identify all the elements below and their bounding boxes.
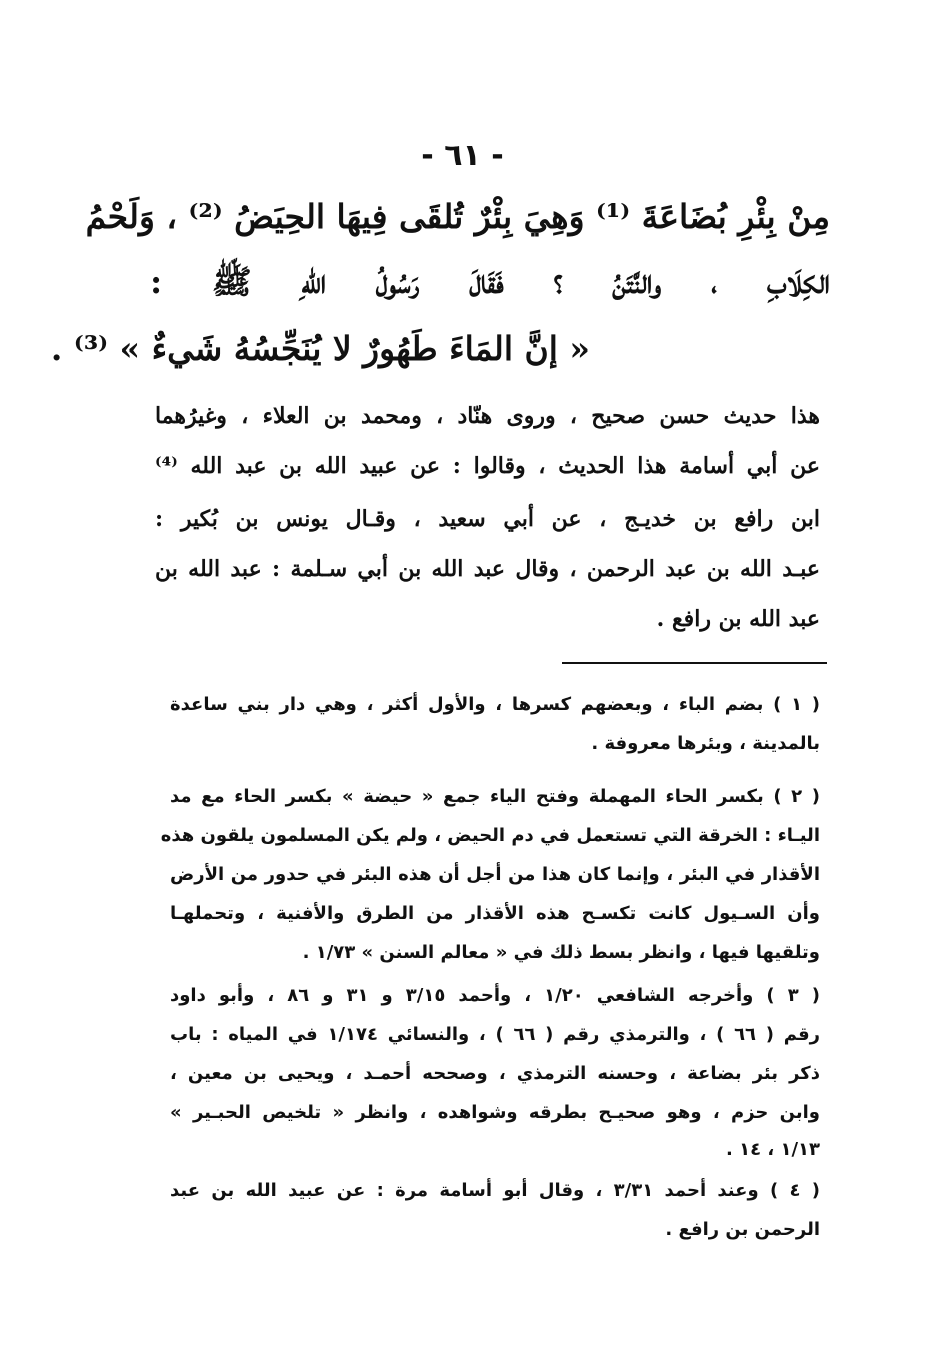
commentary-line-5: عبد الله بن رافع .	[656, 606, 820, 632]
footnote-2-line-4: وأن السـيول كانت تكسـح هذه الأقذار من الطرق والأفنية ، وتحملهـا	[170, 903, 820, 924]
commentary-line-1: هذا حديث حسن صحيح ، وروى هنّاد ، ومحمد بن العلاء ، وغيرُهما	[155, 403, 820, 429]
footnote-3-line-2: رقم ( ٦٦ ) ، والترمذي رقم ( ٦٦ ) ، والنسائي ١/١٧٤ في المياه : باب	[170, 1024, 820, 1045]
footnote-2-line-2: اليـاء : الخرقة التي تستعمل في دم الحيض ، ولم يكن المسلمون يلقون هذه	[160, 825, 820, 846]
footnote-3-line-1: ( ٣ ) وأخرجه الشافعي ١/٢٠ ، وأحمد ٣/١٥ و ٣١ و ٨٦ ، وأبو داود	[170, 985, 820, 1006]
footnote-separator	[562, 662, 827, 664]
footnote-1-line-1: ( ١ ) بضم الباء ، وبعضهم كسرها ، والأول أكثر ، وهي دار بني ساعدة	[170, 694, 820, 715]
commentary-line-2: عن أبي أسامة هذا الحديث ، وقالوا : عن عبيد الله بن عبد الله ⁽⁴⁾	[155, 453, 820, 479]
footnote-1-line-2: بالمدينة ، وبئرها معروفة .	[591, 733, 820, 754]
footnote-4-line-2: الرحمن بن رافع .	[665, 1219, 820, 1240]
hadith-line-2: الكِلَابِ ، والنَّتَنُ ؟ فَقَالَ رَسُولُ اللهِ ﷺ :	[150, 262, 830, 301]
footnote-2-line-3: الأقذار في البئر ، وإنما كان هذا من أجل أن هذه البئر في حدور من الأرض	[170, 864, 820, 885]
footnote-3-line-3: ذكر بئر بضاعة ، وحسنه الترمذي ، وصححه أحمـد ، ويحيى بن معين ،	[170, 1063, 820, 1084]
page-number: - ٦١ -	[421, 138, 504, 173]
footnote-2-line-1: ( ٢ ) بكسر الحاء المهملة وفتح الياء جمع « حيضة » بكسر الحاء مع مد	[170, 786, 821, 807]
hadith-line-3: « إنَّ المَاءَ طَهُورٌ لا يُنَجِّسُهُ شَيءٌ » ⁽³⁾ .	[50, 329, 590, 368]
hadith-line-1: مِنْ بِئْرِ بُضَاعَةَ ⁽¹⁾ وَهِيَ بِئْرٌ تُلقَى فِيهَا الحِيَضُ ⁽²⁾ ، وَلَحْمُ	[85, 197, 830, 236]
footnote-2-line-5: وتلقيها فيها ، وانظر بسط ذلك في « معالم السنن » ١/٧٣ .	[302, 942, 820, 963]
footnote-4-line-1: ( ٤ ) وعند أحمد ٣/٣١ ، وقال أبو أسامة مرة : عن عبيد الله بن عبد	[170, 1180, 821, 1201]
footnote-3-line-4: وابن حزم ، وهو صحيـح بطرقه وشواهده ، وانظر « تلخيص الحبـير »	[170, 1102, 820, 1123]
commentary-line-3: ابن رافع بن خديـج ، عن أبي سعيد ، وقـال يونس بن بُكير :	[155, 506, 820, 532]
footnote-3-line-5: ١/١٣ ، ١٤ .	[725, 1139, 820, 1160]
commentary-line-4: عبـد الله بن عبد الرحمن ، وقال عبد الله بن أبي سـلمة : عبد الله بن	[155, 556, 820, 582]
